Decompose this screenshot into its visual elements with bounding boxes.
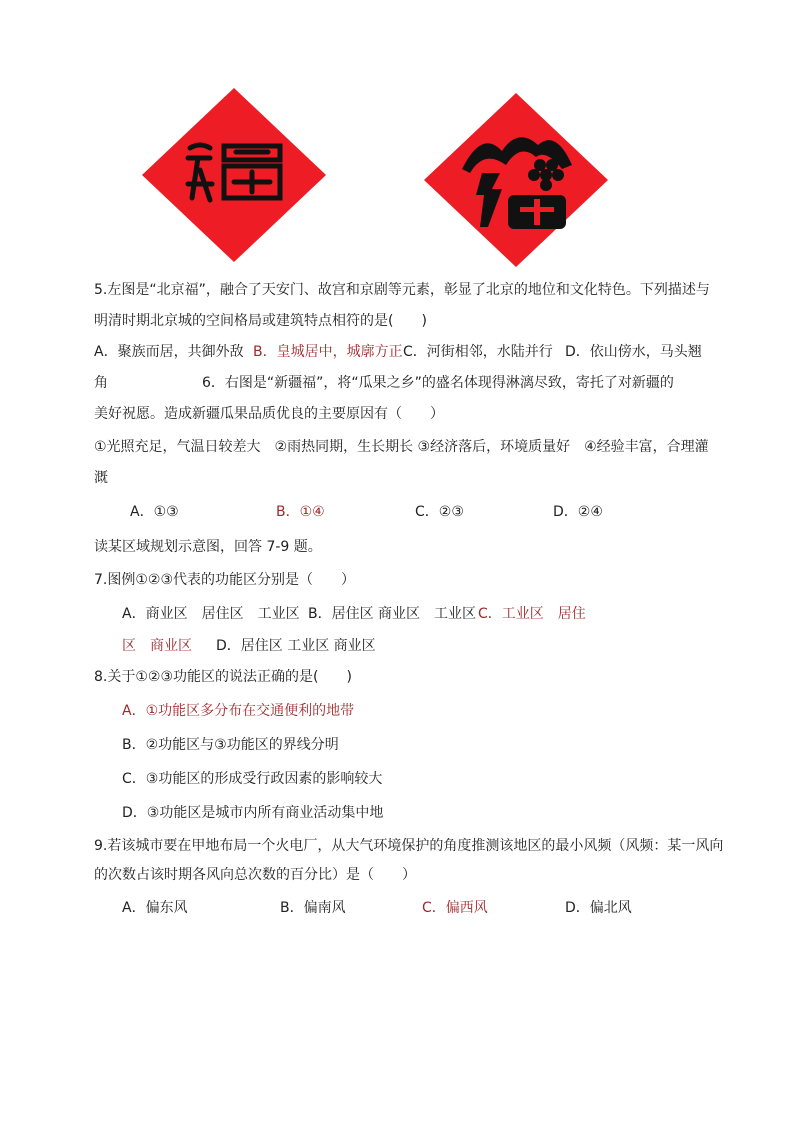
q9-option-a: A．偏东风 bbox=[122, 900, 188, 916]
q5-option-b: B．皇城居中，城廓方正 bbox=[253, 344, 403, 360]
q9-option-d: D．偏北风 bbox=[565, 900, 632, 916]
q5-stem-line2: 明清时期北京城的空间格局或建筑特点相符的是( ) bbox=[94, 313, 427, 329]
q9-option-c: C．偏西风 bbox=[422, 900, 488, 916]
q5-option-c: C．河街相邻，水陆并行 bbox=[403, 344, 553, 360]
q6-option-a: A．①③ bbox=[130, 504, 179, 520]
q7-option-d: D．居住区 工业区 商业区 bbox=[216, 638, 376, 654]
section-intro: 读某区域规划示意图，回答 7-9 题。 bbox=[94, 539, 322, 555]
q6-option-b: B．①④ bbox=[276, 504, 325, 520]
q8-option-d: D．③功能区是城市内所有商业活动集中地 bbox=[122, 805, 384, 821]
q7-option-c-cont: 区 商业区 bbox=[122, 638, 192, 654]
q5-option-a: A．聚族而居，共御外敌 bbox=[94, 344, 244, 360]
q8-option-a: A．①功能区多分布在交通便利的地带 bbox=[122, 703, 355, 719]
q7-option-a: A．商业区 居住区 工业区 bbox=[122, 606, 300, 622]
q7-stem: 7.图例①②③代表的功能区分别是（ ） bbox=[94, 572, 356, 588]
q8-option-b: B．②功能区与③功能区的界线分明 bbox=[122, 737, 339, 753]
q5-option-d-cont: 角 bbox=[94, 375, 108, 391]
q9-stem-line1: 9.若该城市要在甲地布局一个火电厂，从大气环境保护的角度推测该地区的最小风频（风频：某一风向 bbox=[94, 838, 724, 854]
q6-option-d: D．②④ bbox=[553, 504, 603, 520]
q9-stem-line2: 的次数占该时期各风向总次数的百分比）是（ ） bbox=[94, 867, 416, 883]
xinjiang-fu-image bbox=[422, 91, 610, 269]
q7-option-c: C．工业区 居住 bbox=[478, 606, 586, 622]
q5-option-d: D．依山傍水，马头翘 bbox=[565, 344, 702, 360]
q9-option-b: B．偏南风 bbox=[280, 900, 346, 916]
q6-stem-line1: 6．右图是“新疆福”，将“瓜果之乡”的盛名体现得淋漓尽致，寄托了对新疆的 bbox=[202, 375, 674, 391]
q6-stem-line2: 美好祝愿。造成新疆瓜果品质优良的主要原因有（ ） bbox=[94, 406, 444, 422]
q5-stem-line1: 5.左图是“北京福”，融合了天安门、故宫和京剧等元素，彰显了北京的地位和文化特色。下列描述与 bbox=[94, 282, 710, 298]
beijing-fu-image bbox=[140, 86, 328, 264]
q6-option-c: C．②③ bbox=[415, 504, 464, 520]
q6-items-line2: 溉 bbox=[94, 470, 108, 486]
q8-stem: 8.关于①②③功能区的说法正确的是( ) bbox=[94, 669, 352, 685]
q6-items-line1: ①光照充足，气温日较差大 ②雨热同期，生长期长 ③经济落后，环境质量好 ④经验丰富，合理灌 bbox=[94, 439, 709, 455]
q8-option-c: C．③功能区的形成受行政因素的影响较大 bbox=[122, 771, 383, 787]
q7-option-b: B．居住区 商业区 工业区 bbox=[308, 606, 477, 622]
